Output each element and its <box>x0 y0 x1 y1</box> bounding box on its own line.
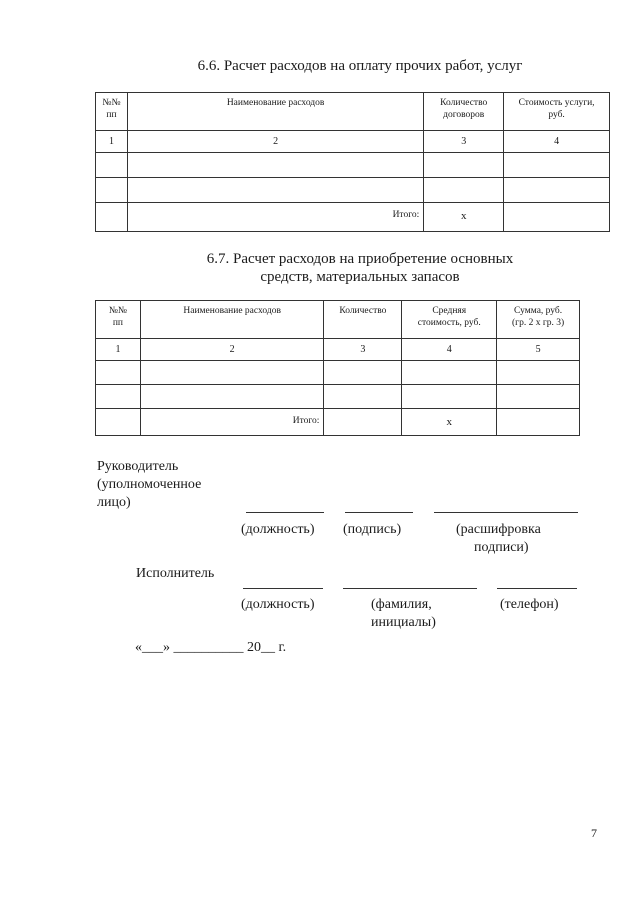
col-quantity-header: Количество <box>324 301 402 339</box>
table-row <box>96 385 580 409</box>
head-label-line3: лицо) <box>97 495 131 510</box>
col-contracts-count-header: Количество договоров <box>424 93 504 131</box>
decoding-caption-line1: (расшифровка <box>456 522 541 537</box>
decoding-signature-line <box>434 512 578 513</box>
head-label-line1: Руководитель <box>97 459 179 474</box>
table-row <box>96 153 610 178</box>
total-x: x <box>424 203 504 232</box>
col-num-1: 1 <box>96 131 128 153</box>
total-label: Итого: <box>140 409 324 436</box>
decoding-caption-line2: подписи) <box>474 540 529 555</box>
col-avg-cost-header: Средняя стоимость, руб. <box>402 301 497 339</box>
position-signature-line <box>246 512 324 513</box>
total-x: x <box>402 409 497 436</box>
table-row <box>96 361 580 385</box>
col-num-2: 2 <box>140 339 324 361</box>
col-num-1: 1 <box>96 339 141 361</box>
table-66 <box>95 92 610 232</box>
head-label-line2: (уполномоченное <box>97 477 202 492</box>
position-caption: (должность) <box>241 522 315 537</box>
section-67-title-line1: 6.7. Расчет расходов на приобретение основных <box>206 251 514 267</box>
col-expense-name-header: Наименование расходов <box>140 301 324 339</box>
col-num-2: 2 <box>127 131 423 153</box>
col-num-5: 5 <box>497 339 580 361</box>
col-number-header: №№ пп <box>96 93 128 131</box>
table-row <box>96 178 610 203</box>
phone-line <box>497 588 577 589</box>
table-66-total-row <box>96 203 610 232</box>
total-label: Итого: <box>127 203 423 232</box>
table-67-number-row <box>96 339 580 361</box>
position-line-2 <box>243 588 323 589</box>
executor-label: Исполнитель <box>136 566 215 581</box>
table-67 <box>95 300 580 436</box>
table-67-total-row <box>96 409 580 436</box>
signature-caption: (подпись) <box>343 522 402 537</box>
col-num-4: 4 <box>504 131 610 153</box>
phone-caption: (телефон) <box>500 597 559 612</box>
table-66-header-row <box>96 93 610 131</box>
col-num-4: 4 <box>402 339 497 361</box>
col-number-header: №№ пп <box>96 301 141 339</box>
table-67-header-row <box>96 301 580 339</box>
page-number: 7 <box>591 826 597 840</box>
name-line <box>343 588 477 589</box>
col-num-3: 3 <box>424 131 504 153</box>
date-line: «___» __________ 20__ г. <box>135 640 287 655</box>
col-sum-header: Сумма, руб. (гр. 2 x гр. 3) <box>497 301 580 339</box>
position-caption-2: (должность) <box>241 597 315 612</box>
table-66-number-row <box>96 131 610 153</box>
col-num-3: 3 <box>324 339 402 361</box>
section-66-title: 6.6. Расчет расходов на оплату прочих работ, услуг <box>197 58 523 74</box>
name-caption-line2: инициалы) <box>371 615 436 630</box>
col-service-cost-header: Стоимость услуги, руб. <box>504 93 610 131</box>
name-caption-line1: (фамилия, <box>371 597 432 612</box>
section-67-title-line2: средств, материальных запасов <box>260 269 460 285</box>
signature-line <box>345 512 413 513</box>
col-expense-name-header: Наименование расходов <box>127 93 423 131</box>
